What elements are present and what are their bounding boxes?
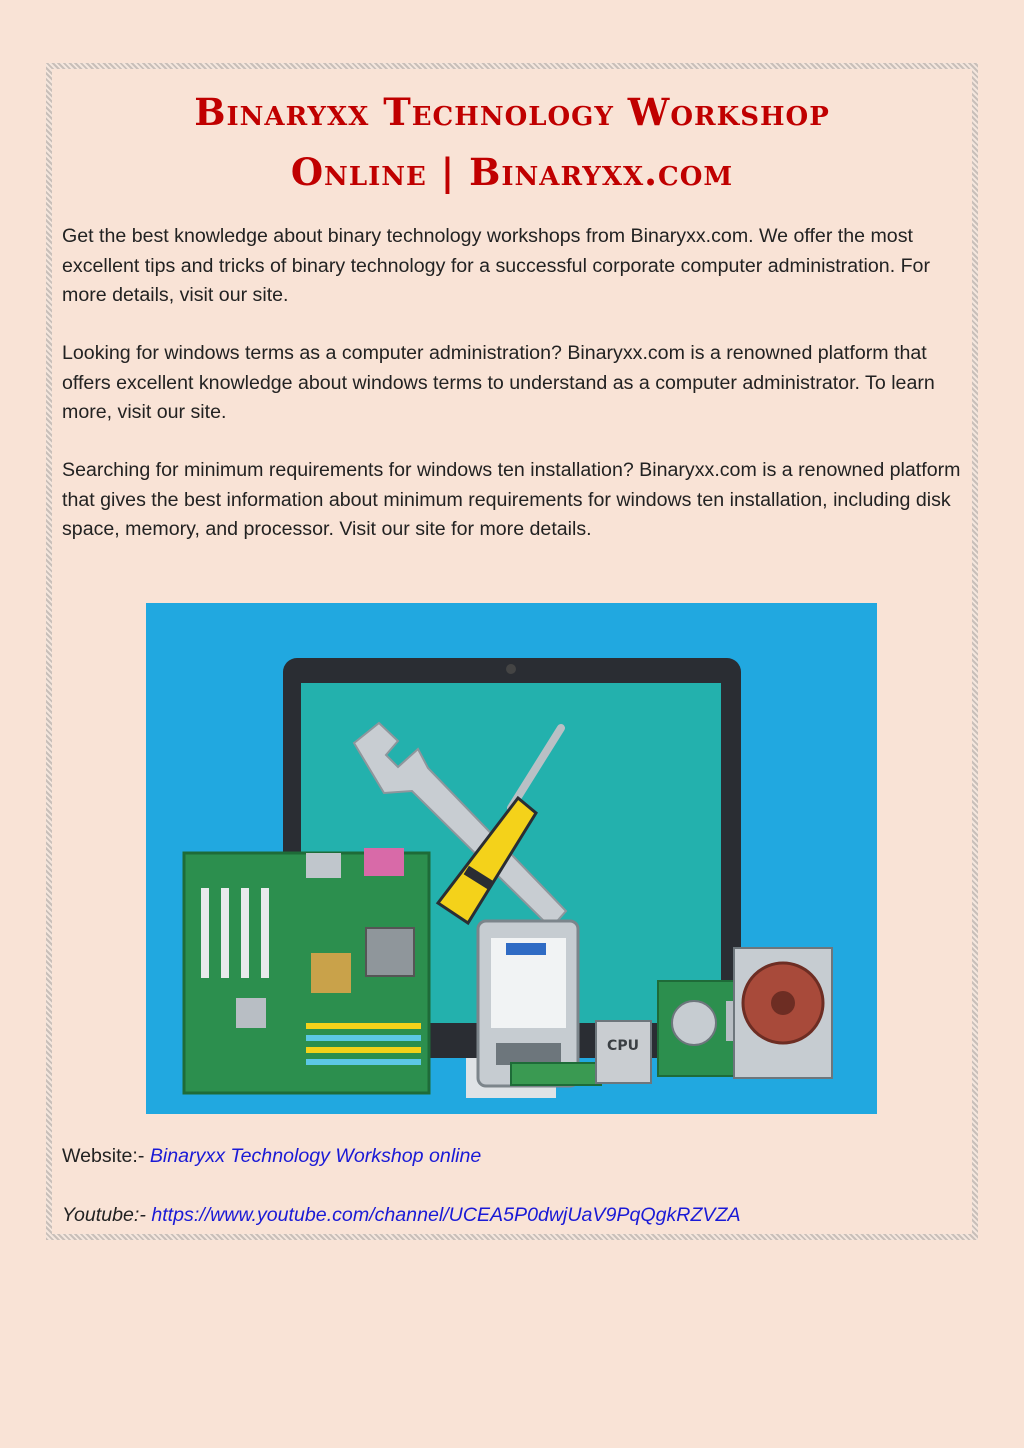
website-link[interactable]: Binaryxx Technology Workshop online [149,1145,482,1167]
hard-drive-icon [478,921,578,1086]
cpu-chip-icon [596,1021,651,1083]
intro-paragraph: Get the best knowledge about binary technology workshops from Binaryxx.com. We offer the most excellent tips and tricks of binary technology for a successful corporate computer administration. For more details, visit our site. [62,225,930,306]
cpu-cooler-icon [734,948,832,1078]
computer-repair-illustration [146,603,877,1114]
website-line [62,1145,481,1168]
motherboard-icon [184,848,429,1093]
windows-terms-paragraph: Looking for windows terms as a computer administration? Binaryxx.com is a renowned platform that offers excellent knowledge about windows terms to understand as a computer administrator. To learn more, visit our site. [62,342,935,423]
website-label: Website:- [62,1145,145,1167]
title-line-2: Online | Binaryxx.com [290,150,734,194]
title-line-1: Binaryxx Technology Workshop [194,90,830,134]
youtube-link[interactable]: https://www.youtube.com/channel/UCEA5P0dwjUaV9PqQgkRZVZA [151,1204,741,1226]
illustration-svg [146,603,877,1114]
webcam-icon [506,664,516,674]
cpu-chip-label: CPU [607,1038,639,1054]
page-title [60,82,964,202]
requirements-paragraph: Searching for minimum requirements for windows ten installation? Binaryxx.com is a renowned platform that gives the best information about minimum requirements for windows ten installation, including disk space, memory, and processor. Visit our site for more details. [62,459,961,540]
memory-stick-icon [511,1063,601,1085]
youtube-line [62,1204,741,1227]
youtube-label: Youtube:- [62,1204,146,1226]
